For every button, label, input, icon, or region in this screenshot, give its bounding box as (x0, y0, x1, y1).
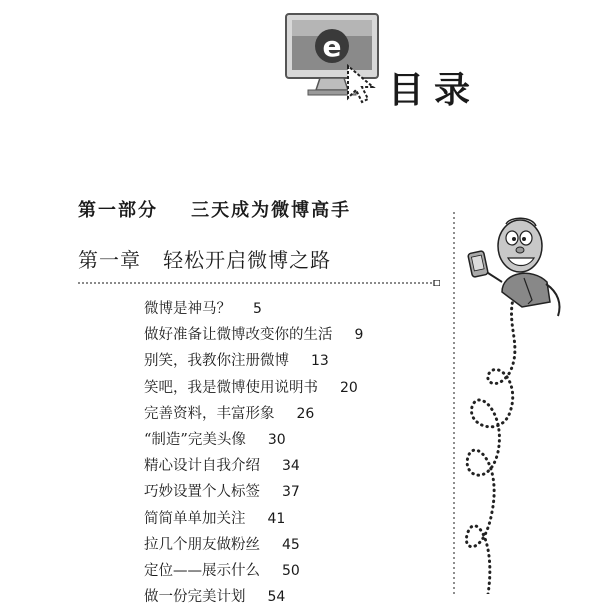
logo-letter: e (322, 30, 342, 63)
toc-entry[interactable] (144, 401, 363, 427)
mascot-illustration-icon (462, 212, 600, 594)
entry-title: 定位——展示什么 (144, 562, 260, 579)
toc-entry[interactable] (144, 296, 363, 322)
entry-title: 笑吧，我是微博使用说明书 (144, 379, 318, 396)
entry-title: 完善资料，丰富形象 (144, 405, 275, 422)
toc-entries (144, 296, 363, 610)
monitor-logo-icon (282, 12, 392, 104)
entry-page: 5 (253, 301, 262, 317)
toc-entry[interactable] (144, 506, 363, 532)
entry-page: 37 (282, 484, 300, 501)
entry-page: 30 (267, 431, 286, 448)
entry-title: 别笑，我教你注册微博 (144, 353, 289, 370)
entry-page: 20 (340, 379, 358, 396)
entry-title: 微博是神马？ (144, 301, 231, 317)
entry-page: 26 (296, 405, 315, 422)
toc-entry[interactable] (144, 427, 363, 453)
page-title: 目录 (388, 70, 481, 111)
chapter-heading (78, 244, 331, 273)
toc-entry[interactable] (144, 375, 363, 401)
entry-page: 45 (282, 536, 300, 553)
entry-title: 做好准备让微博改变你的生活 (144, 327, 333, 344)
part-heading (78, 196, 351, 222)
toc-entry[interactable] (144, 322, 363, 348)
entry-page: 13 (311, 353, 329, 370)
entry-title: 拉几个朋友做粉丝 (144, 536, 260, 553)
entry-title: 简简单单加关注 (144, 510, 246, 527)
toc-entry[interactable] (144, 453, 363, 479)
chapter-divider (78, 280, 440, 286)
part-name: 三天成为微博高手 (191, 200, 352, 221)
entry-page: 34 (282, 458, 300, 475)
entry-title: 做一份完美计划 (144, 589, 246, 606)
toc-entry[interactable] (144, 348, 363, 374)
chapter-label: 第一章 (78, 248, 141, 272)
entry-title: 巧妙设置个人标签 (144, 484, 260, 501)
chapter-name: 轻松开启微博之路 (163, 248, 332, 272)
entry-page: 41 (267, 510, 286, 527)
part-label: 第一部分 (78, 200, 158, 221)
toc-entry[interactable] (144, 584, 363, 610)
entry-page: 50 (282, 562, 300, 579)
entry-title: 精心设计自我介绍 (144, 458, 260, 475)
toc-entry[interactable] (144, 558, 363, 584)
entry-page: 54 (267, 589, 286, 606)
entry-page: 9 (354, 327, 364, 344)
entry-title: “制造”完美头像 (144, 431, 246, 448)
toc-entry[interactable] (144, 532, 363, 558)
vertical-dotted-line (452, 212, 456, 594)
toc-entry[interactable] (144, 479, 363, 505)
